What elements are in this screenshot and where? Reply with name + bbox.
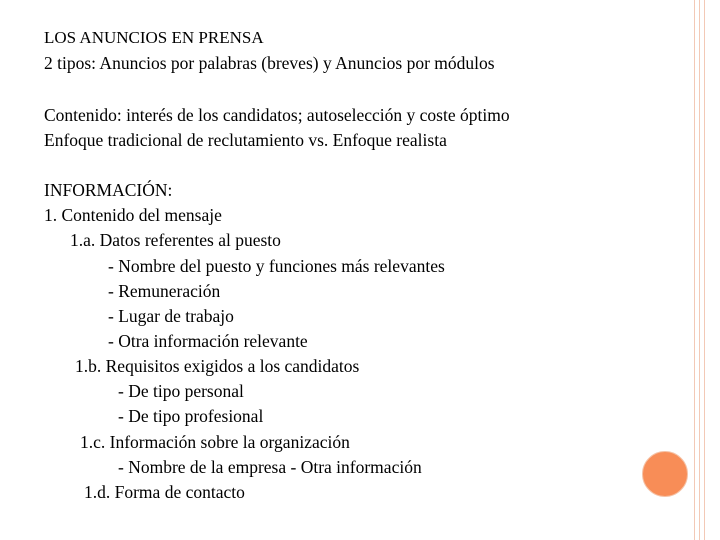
list-item: 1.a. Datos referentes al puesto [70, 230, 281, 250]
border-line [699, 0, 700, 540]
tipos-line: 2 tipos: Anuncios por palabras (breves) y Anuncios por módulos [44, 53, 495, 73]
list-item: - Nombre de la empresa - Otra información [118, 457, 422, 477]
slide-right-border [694, 0, 710, 540]
contenido-line: Contenido: interés de los candidatos; autoselección y coste óptimo [44, 105, 510, 125]
list-item: 1.c. Información sobre la organización [80, 432, 350, 452]
list-item: - De tipo personal [118, 381, 244, 401]
list-item: - Lugar de trabajo [108, 306, 234, 326]
list-item: - Otra información relevante [108, 331, 308, 351]
border-line [694, 0, 695, 540]
list-item: 1. Contenido del mensaje [44, 205, 222, 225]
border-line [704, 0, 705, 540]
informacion-heading: INFORMACIÓN: [44, 180, 173, 200]
list-item: - Remuneración [108, 281, 221, 301]
enfoque-line: Enfoque tradicional de reclutamiento vs. Enfoque realista [44, 130, 447, 150]
slide-title: LOS ANUNCIOS EN PRENSA [44, 28, 264, 47]
list-item: - De tipo profesional [118, 406, 264, 426]
list-item: 1.b. Requisitos exigidos a los candidatos [75, 356, 360, 376]
list-item: - Nombre del puesto y funciones más relevantes [108, 256, 445, 276]
accent-circle-icon [642, 451, 688, 497]
list-item: 1.d. Forma de contacto [84, 482, 245, 502]
